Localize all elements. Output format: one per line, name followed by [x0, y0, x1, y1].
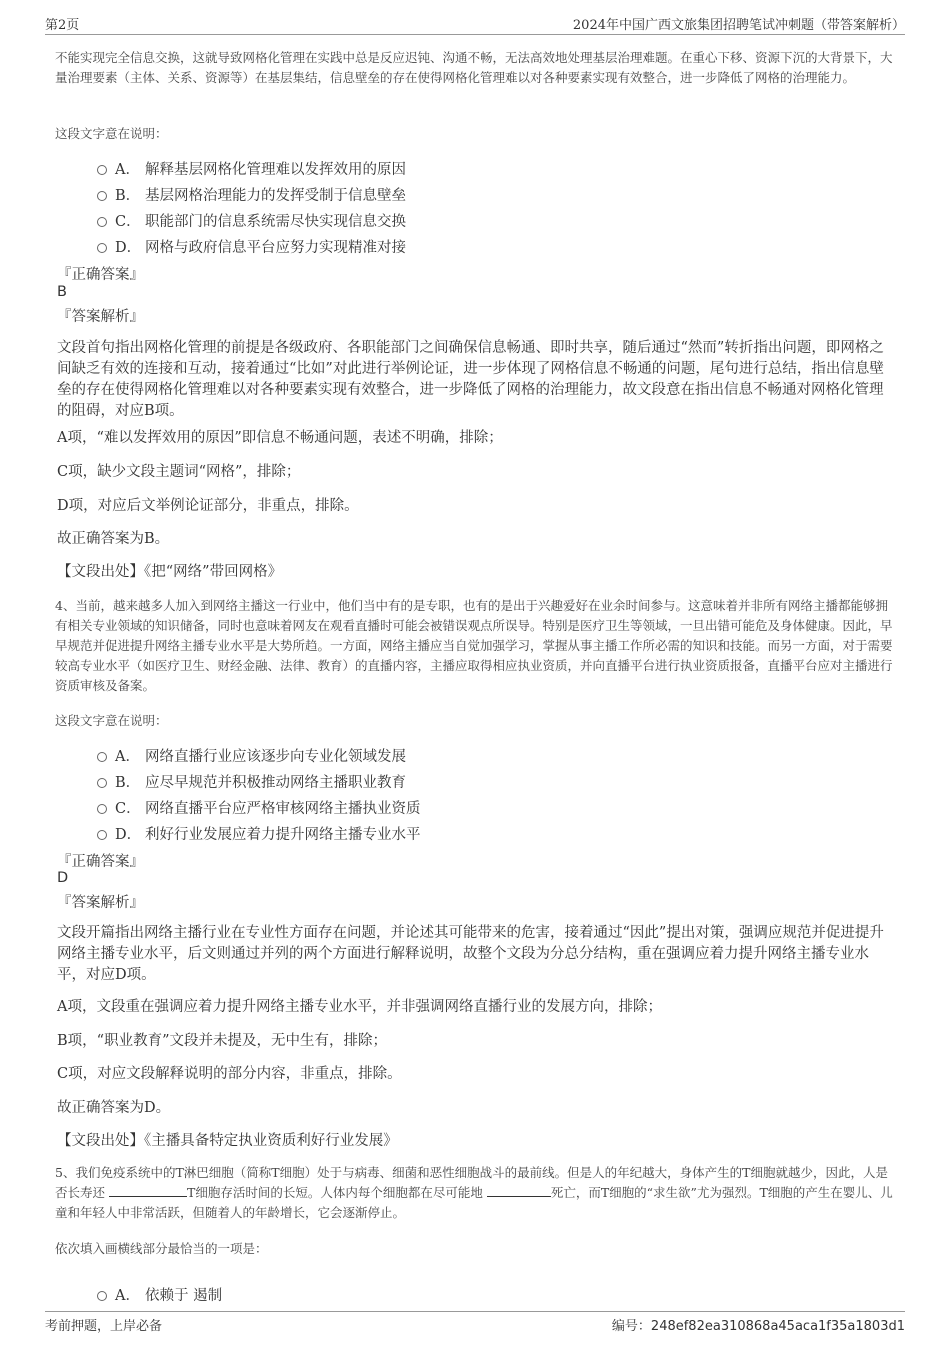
radio-icon[interactable] — [97, 1291, 107, 1301]
q4-option-b[interactable]: B． 应尽早规范并积极推动网络主播职业教育 — [97, 771, 406, 792]
q3-note-a: A项，“难以发挥效用的原因”即信息不畅通问题，表述不明确，排除； — [57, 430, 503, 446]
radio-icon[interactable] — [97, 243, 107, 253]
q3-passage-tail: 不能实现完全信息交换，这就导致网格化管理在实践中总是反应迟钝、沟通不畅，无法高效地处理基层治理难题。在重心下移、资源下沉的大背景下，大量治理要素（主体、关系、资源等）在基层集结，信息壁垒的存在使得网格化管理难以对各种要素实现有效整合，进一步降低了网格的治理能力。 — [55, 50, 893, 85]
footer-slogan: 考前押题，上岸必备 — [45, 1319, 163, 1334]
q3-option-b[interactable]: B． 基层网格治理能力的发挥受制于信息壁垒 — [97, 184, 406, 205]
q3-answer: B — [57, 284, 67, 300]
q3-prompt: 这段文字意在说明： — [55, 126, 168, 141]
fill-blank-1[interactable] — [109, 1183, 187, 1197]
document-code: 编号：248ef82ea310868a45aca1f35a1803d1 — [611, 1319, 905, 1334]
q4-conclusion: 故正确答案为D。 — [57, 1100, 171, 1116]
page-header — [45, 0, 905, 35]
q3-conclusion: 故正确答案为B。 — [57, 531, 170, 547]
q4-analysis-label: 『答案解析』 — [57, 895, 144, 911]
q4-option-c[interactable]: C． 网络直播平台应严格审核网络主播执业资质 — [97, 797, 421, 818]
radio-icon[interactable] — [97, 165, 107, 175]
document-title: 2024年中国广西文旅集团招聘笔试冲刺题（带答案解析） — [572, 18, 905, 33]
q4-answer: D — [57, 870, 69, 886]
q3-analysis-label: 『答案解析』 — [57, 309, 144, 325]
radio-icon[interactable] — [97, 217, 107, 227]
q4-option-d[interactable]: D． 利好行业发展应着力提升网络主播专业水平 — [97, 823, 421, 844]
q4-source: 【文段出处】《主播具备特定执业资质利好行业发展》 — [57, 1133, 398, 1149]
radio-icon[interactable] — [97, 804, 107, 814]
q4-note-b: B项，“职业教育”文段并未提及，无中生有，排除； — [57, 1033, 387, 1049]
page-footer — [45, 1311, 905, 1334]
q3-option-a[interactable]: A． 解释基层网格化管理难以发挥效用的原因 — [97, 158, 406, 179]
q4-prompt: 这段文字意在说明： — [55, 713, 168, 728]
radio-icon[interactable] — [97, 830, 107, 840]
q4-note-a: A项，文段重在强调应着力提升网络主播专业水平，并非强调网络直播行业的发展方向，排除； — [57, 999, 662, 1015]
radio-icon[interactable] — [97, 752, 107, 762]
fill-blank-2[interactable] — [487, 1183, 551, 1197]
q3-answer-label: 『正确答案』 — [57, 267, 144, 283]
q4-analysis: 文段开篇指出网络主播行业在专业性方面存在问题，并论述其可能带来的危害，接着通过“因此”提出对策，强调应规范并促进提升网络主播专业水平，后文则通过并列的两个方面进行解释说明，故整个文段为分总分结构，重在强调应着力提升网络主播专业水平，对应D项。 — [57, 925, 884, 983]
radio-icon[interactable] — [97, 778, 107, 788]
q3-note-d: D项，对应后文举例论证部分，非重点，排除。 — [57, 498, 359, 514]
q4-answer-label: 『正确答案』 — [57, 854, 144, 870]
page-number: 第2页 — [45, 18, 80, 33]
q5-prompt: 依次填入画横线部分最恰当的一项是： — [55, 1241, 268, 1256]
q3-source: 【文段出处】《把“网络”带回网格》 — [57, 564, 283, 580]
q3-option-c[interactable]: C． 职能部门的信息系统需尽快实现信息交换 — [97, 210, 406, 231]
q5-option-a[interactable]: A． 依赖于 遏制 — [97, 1284, 222, 1305]
q4-option-a[interactable]: A． 网络直播行业应该逐步向专业化领域发展 — [97, 745, 406, 766]
q4-passage: 4、当前，越来越多人加入到网络主播这一行业中，他们当中有的是专职，也有的是出于兴趣爱好在业余时间参与。这意味着并非所有网络主播都能够拥有相关专业领域的知识储备，同时也意味着网友在观看直播时可能会被错误观点所误导。特别是医疗卫生等领域，一旦出错可能危及身体健康。因此，早早规范并促进提升网络主播专业水平是大势所趋。一方面，网络主播应当自觉加强学习，掌握从事主播工作所必需的知识和技能。而另一方面，对于需要较高专业水平（如医疗卫生、财经金融、法律、教育）的直播内容，主播应取得相应执业资质，并向直播平台进行执业资质报备，直播平台应对主播进行资质审核及备案。 — [55, 598, 893, 693]
q3-note-c: C项，缺少文段主题词“网格”，排除； — [57, 464, 301, 480]
radio-icon[interactable] — [97, 191, 107, 201]
q3-analysis: 文段首句指出网格化管理的前提是各级政府、各职能部门之间确保信息畅通、即时共享，随后通过“然而”转折指出问题，即网格之间缺乏有效的连接和互动，接着通过“比如”对此进行举例论证，进一步体现了网格信息不畅通的问题，尾句进行总结，指出信息壁垒的存在使得网格化管理难以对各种要素实现有效整合，进一步降低了网格的治理能力，故文段意在指出信息不畅通对网格化管理的阻碍，对应B项。 — [57, 340, 884, 419]
q5-passage: 5、我们免疫系统中的T淋巴细胞（简称T细胞）处于与病毒、细菌和恶性细胞战斗的最前线。但是人的年纪越大，身体产生的T细胞就越少，因此，人是否长寿还 T细胞存活时间的长短。人体内每个细胞都在尽可能地 死亡，而T细胞的“求生欲”尤为强烈。T细胞的产生在婴儿、儿童和年轻人中非常活跃，但随着人的年龄增长，它会逐渐停止。 — [55, 1165, 893, 1220]
q3-option-d[interactable]: D． 网格与政府信息平台应努力实现精准对接 — [97, 236, 406, 257]
q4-note-c: C项，对应文段解释说明的部分内容，非重点，排除。 — [57, 1066, 402, 1082]
